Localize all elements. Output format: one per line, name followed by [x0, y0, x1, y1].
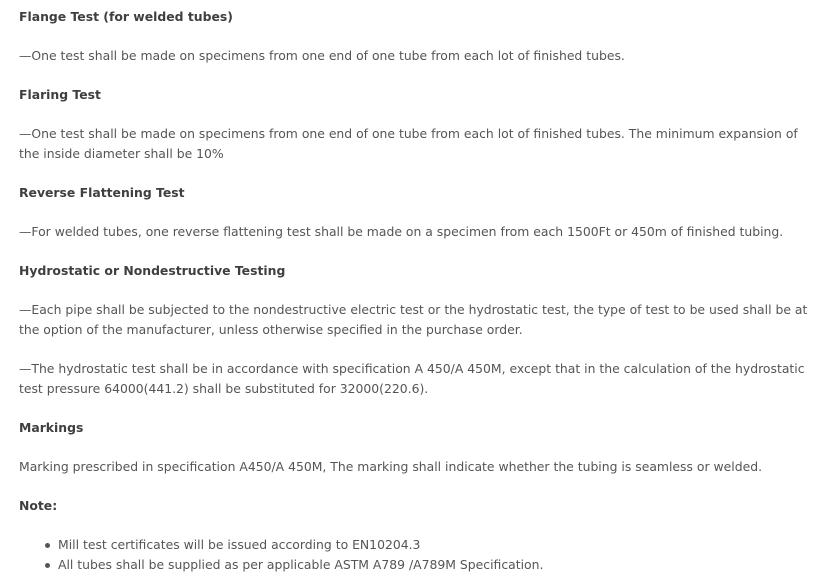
section-heading-reverse-flattening-test: Reverse Flattening Test	[19, 185, 185, 200]
document-content	[19, 7, 815, 575]
section-text-flaring-test: —One test shall be made on specimens from one end of one tube from each lot of finished tubes. The minimum expansion of the inside diameter shall be 10%	[19, 126, 798, 161]
section-text-flange-test: —One test shall be made on specimens from one end of one tube from each lot of finished tubes.	[19, 48, 625, 63]
section-text-reverse-flattening-test: —For welded tubes, one reverse flattening test shall be made on a specimen from each 1500Ft or 450m of finished tubing.	[19, 224, 784, 239]
note-item-text: Mill test certificates will be issued according to EN10204.3	[58, 537, 421, 552]
section-heading-markings: Markings	[19, 420, 84, 435]
bullet-icon	[45, 563, 50, 568]
section-text-markings: Marking prescribed in specification A450/A 450M, The marking shall indicate whether the tubing is seamless or welded.	[19, 459, 763, 474]
note-item-text: All tubes shall be supplied as per applicable ASTM A789 /A789M Specification.	[58, 557, 544, 572]
note-heading: Note:	[19, 498, 58, 513]
section-text-hydrostatic-testing-2: —The hydrostatic test shall be in accordance with specification A 450/A 450M, except that in the calculation of the hydrostatic test pressure 64000(441.2) shall be substituted for 32000(220.6).	[19, 361, 805, 396]
section-heading-flange-test: Flange Test (for welded tubes)	[19, 9, 233, 24]
list-item	[58, 555, 815, 575]
section-text-hydrostatic-testing-1: —Each pipe shall be subjected to the nondestructive electric test or the hydrostatic test, the type of test to be used shall be at the option of the manufacturer, unless otherwise specified in the purchase order.	[19, 302, 808, 337]
note-list	[19, 535, 815, 575]
list-item	[58, 535, 815, 555]
section-heading-flaring-test: Flaring Test	[19, 87, 101, 102]
bullet-icon	[45, 543, 50, 548]
section-heading-hydrostatic-testing: Hydrostatic or Nondestructive Testing	[19, 263, 286, 278]
